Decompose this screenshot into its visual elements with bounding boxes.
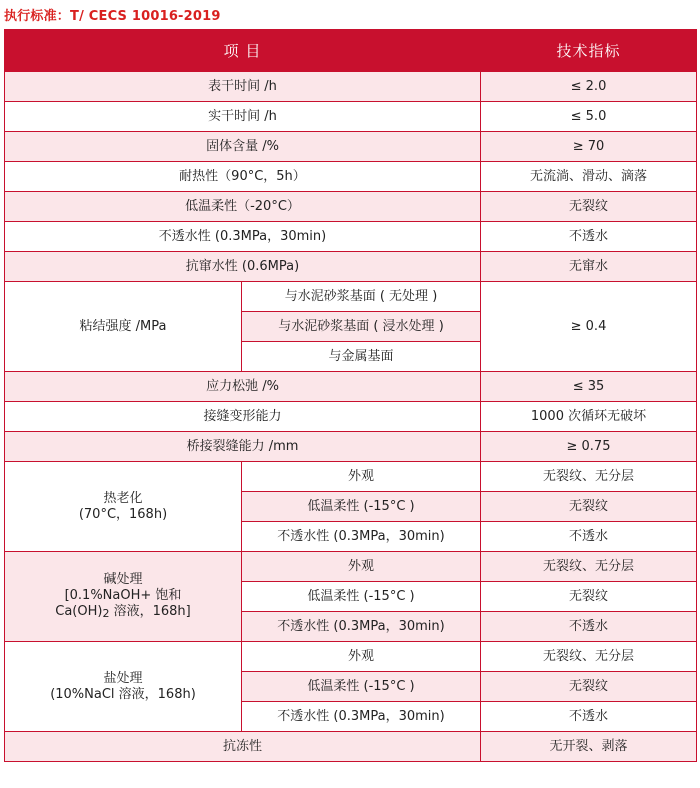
group-line	[9, 604, 237, 622]
sub-item-cell: 外观	[242, 552, 481, 582]
group-cell-alkali	[5, 552, 242, 642]
item-cell: 接缝变形能力	[5, 402, 481, 432]
table-row	[5, 282, 697, 312]
spec-cell: 无裂纹、无分层	[481, 462, 697, 492]
table-row	[5, 552, 697, 582]
spec-table	[4, 29, 697, 762]
spec-cell: ≤ 2.0	[481, 72, 697, 102]
group-line: 盐处理	[103, 670, 143, 686]
sub-item-cell: 与水泥砂浆基面 ( 无处理 )	[242, 282, 481, 312]
spec-cell: 不透水	[481, 612, 697, 642]
table-row	[5, 462, 697, 492]
table-row	[5, 402, 697, 432]
table-row	[5, 72, 697, 102]
spec-cell: ≥ 0.75	[481, 432, 697, 462]
spec-cell: ≥ 0.4	[481, 282, 697, 372]
group-cell-bond: 粘结强度 /MPa	[5, 282, 242, 372]
group-line: (70°C，168h)	[78, 506, 168, 522]
spec-cell: ≤ 5.0	[481, 102, 697, 132]
spec-cell: 1000 次循环无破坏	[481, 402, 697, 432]
item-cell: 固体含量 /%	[5, 132, 481, 162]
item-cell: 耐热性（90°C，5h）	[5, 162, 481, 192]
group-line-part: Ca(OH)	[55, 603, 103, 619]
sub-item-cell: 外观	[242, 642, 481, 672]
group-line: 碱处理	[103, 571, 143, 587]
sub-item-cell: 低温柔性 (-15°C )	[242, 672, 481, 702]
spec-cell: 无裂纹	[481, 192, 697, 222]
item-cell: 不透水性 (0.3MPa，30min)	[5, 222, 481, 252]
table-row	[5, 222, 697, 252]
table-row	[5, 102, 697, 132]
spec-cell: ≤ 35	[481, 372, 697, 402]
sub-item-cell: 不透水性 (0.3MPa，30min)	[242, 702, 481, 732]
item-cell: 抗窜水性 (0.6MPa)	[5, 252, 481, 282]
table-row	[5, 372, 697, 402]
header-item: 项 目	[5, 30, 481, 72]
group-line: (10%NaCl 溶液，168h)	[50, 686, 196, 702]
sub-item-cell: 不透水性 (0.3MPa，30min)	[242, 522, 481, 552]
spec-cell: 不透水	[481, 522, 697, 552]
spec-cell: 无开裂、剥落	[481, 732, 697, 762]
item-cell: 桥接裂缝能力 /mm	[5, 432, 481, 462]
standard-label: 执行标准：T/ CECS 10016-2019	[4, 9, 221, 24]
table-row	[5, 162, 697, 192]
table-row	[5, 642, 697, 672]
table-row	[5, 432, 697, 462]
item-cell: 实干时间 /h	[5, 102, 481, 132]
spec-cell: ≥ 70	[481, 132, 697, 162]
subscript: 2	[102, 606, 110, 620]
spec-cell: 无裂纹	[481, 672, 697, 702]
table-row	[5, 252, 697, 282]
spec-cell: 无裂纹	[481, 582, 697, 612]
sub-item-cell: 与水泥砂浆基面 ( 浸水处理 )	[242, 312, 481, 342]
group-line-part: 溶液，168h]	[109, 603, 191, 619]
spec-cell: 无裂纹、无分层	[481, 552, 697, 582]
sub-item-cell: 低温柔性 (-15°C )	[242, 582, 481, 612]
group-cell-heat-aging	[5, 462, 242, 552]
table-row	[5, 132, 697, 162]
sub-item-cell: 低温柔性 (-15°C )	[242, 492, 481, 522]
item-cell: 低温柔性（-20°C）	[5, 192, 481, 222]
spec-cell: 无流淌、滑动、滴落	[481, 162, 697, 192]
item-cell: 表干时间 /h	[5, 72, 481, 102]
spec-cell: 不透水	[481, 222, 697, 252]
spec-cell: 不透水	[481, 702, 697, 732]
group-cell-salt	[5, 642, 242, 732]
header-spec: 技术指标	[481, 30, 697, 72]
item-cell: 应力松弛 /%	[5, 372, 481, 402]
sub-item-cell: 与金属基面	[242, 342, 481, 372]
spec-cell: 无裂纹	[481, 492, 697, 522]
spec-cell: 无裂纹、无分层	[481, 642, 697, 672]
table-header-row	[5, 30, 697, 72]
item-cell: 抗冻性	[5, 732, 481, 762]
spec-cell: 无窜水	[481, 252, 697, 282]
sub-item-cell: 不透水性 (0.3MPa，30min)	[242, 612, 481, 642]
table-row	[5, 732, 697, 762]
sub-item-cell: 外观	[242, 462, 481, 492]
group-line: 热老化	[103, 490, 143, 506]
group-line: [0.1%NaOH+ 饱和	[64, 587, 182, 603]
table-row	[5, 192, 697, 222]
